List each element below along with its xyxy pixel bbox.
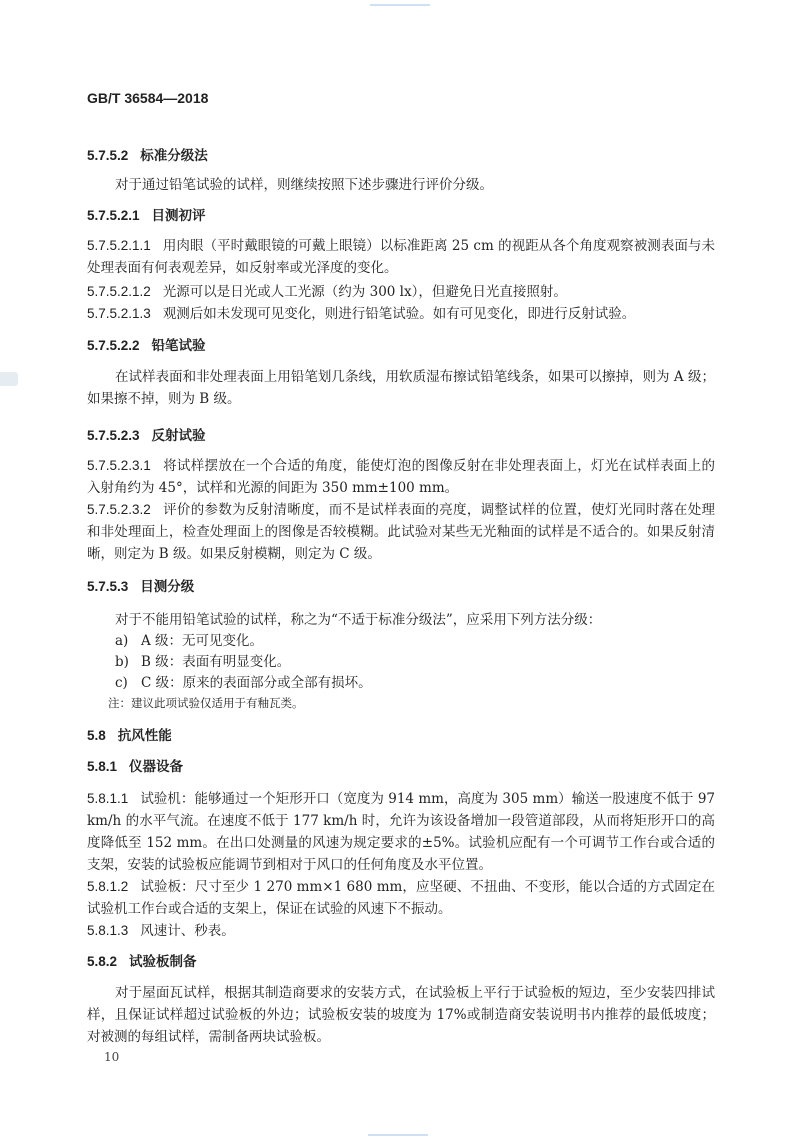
clause-5-8-1-2: 5.8.1.2 试验板：尺寸至少 1 270 mm×1 680 mm，应坚硬、不扭曲、不变形，能以合适的方式固定在试验机工作台或合适的支架上，保证在试验的风速下不振动。 [87, 879, 715, 917]
heading-5-8-2: 5.8.2 试验板制备 [87, 954, 197, 970]
clause-5-8-1-1: 5.8.1.1 试验机：能够通过一个矩形开口（宽度为 914 mm，高度为 305 mm）输送一股速度不低于 97 km/h 的水平气流。在速度不低于 177 km/h 时，允许为该设备增加一段管道部段，从而将矩形开口的高度降低至 152 mm。在出口处测量的风速为规定要求的±5%。试验机应配有一个可调节工作台或合适的支架，安装的试验板应能调节到相对于风口的任何角度及水平位置。 [87, 791, 715, 873]
heading-5-7-5-3: 5.7.5.3 目测分级 [87, 579, 195, 595]
clause-5-7-5-2-3-1: 5.7.5.2.3.1 将试样摆放在一个合适的角度，能使灯泡的图像反射在非处理表面上，灯光在试样表面上的入射角约为 45°，试样和光源的间距为 350 mm±100 mm。 [87, 458, 715, 496]
page-number: 10 [104, 1050, 120, 1064]
paragraph: 对于通过铅笔试验的试样，则继续按照下述步骤进行评价分级。 [115, 177, 493, 193]
standard-number: GB/T 36584—2018 [87, 90, 209, 106]
note: 注：建议此项试验仅适用于有釉瓦类。 [108, 696, 304, 710]
watermark [368, 1134, 428, 1136]
heading-5-7-5-2-1: 5.7.5.2.1 目测初评 [87, 208, 206, 224]
paragraph: 对于屋面瓦试样，根据其制造商要求的安装方式，在试验板上平行于试验板的短边，至少安装四排试样，且保证试样超过试验板的外边；试验板安装的坡度为 17%或制造商安装说明书内推荐的最低坡度；对被测的每组试样，需制备两块试验板。 [87, 985, 715, 1045]
list-item-c: c) C 级：原来的表面部分或全部有损坏。 [115, 675, 372, 691]
side-tab [0, 372, 18, 386]
clause-5-7-5-2-1-3: 5.7.5.2.1.3 观测后如未发现可见变化，则进行铅笔试验。如有可见变化，即进行反射试验。 [87, 306, 636, 322]
list-item-b: b) B 级：表面有明显变化。 [115, 654, 291, 670]
paragraph: 在试样表面和非处理表面上用铅笔划几条线，用软质湿布擦试铅笔线条，如果可以擦掉，则为 A 级；如果擦不掉，则为 B 级。 [87, 369, 715, 407]
heading-5-7-5-2: 5.7.5.2 标准分级法 [87, 148, 208, 164]
watermark [370, 4, 430, 6]
clause-5-7-5-2-1-2: 5.7.5.2.1.2 光源可以是日光或人工光源（约为 300 lx），但避免日光直接照射。 [87, 284, 567, 300]
list-item-a: a) A 级：无可见变化。 [115, 633, 264, 649]
heading-5-7-5-2-3: 5.7.5.2.3 反射试验 [87, 428, 206, 444]
paragraph: 对于不能用铅笔试验的试样，称之为“不适于标准分级法”，应采用下列方法分级： [115, 612, 602, 628]
heading-5-7-5-2-2: 5.7.5.2.2 铅笔试验 [87, 338, 206, 354]
heading-5-8: 5.8 抗风性能 [87, 728, 172, 744]
clause-5-7-5-2-3-2: 5.7.5.2.3.2 评价的参数为反射清晰度，而不是试样表面的亮度，调整试样的位置，使灯光同时落在处理和非处理面上，检查处理面上的图像是否较模糊。此试验对某些无光釉面的试样是不适合的。如果反射清晰，则定为 B 级。如果反射模糊，则定为 C 级。 [87, 502, 715, 562]
clause-5-8-1-3: 5.8.1.3 风速计、秒表。 [87, 923, 235, 939]
clause-5-7-5-2-1-1: 5.7.5.2.1.1 用肉眼（平时戴眼镜的可戴上眼镜）以标准距离 25 cm 的视距从各个角度观察被测表面与未处理表面有何表观差异，如反射率或光泽度的变化。 [87, 238, 715, 276]
heading-5-8-1: 5.8.1 仪器设备 [87, 759, 184, 775]
